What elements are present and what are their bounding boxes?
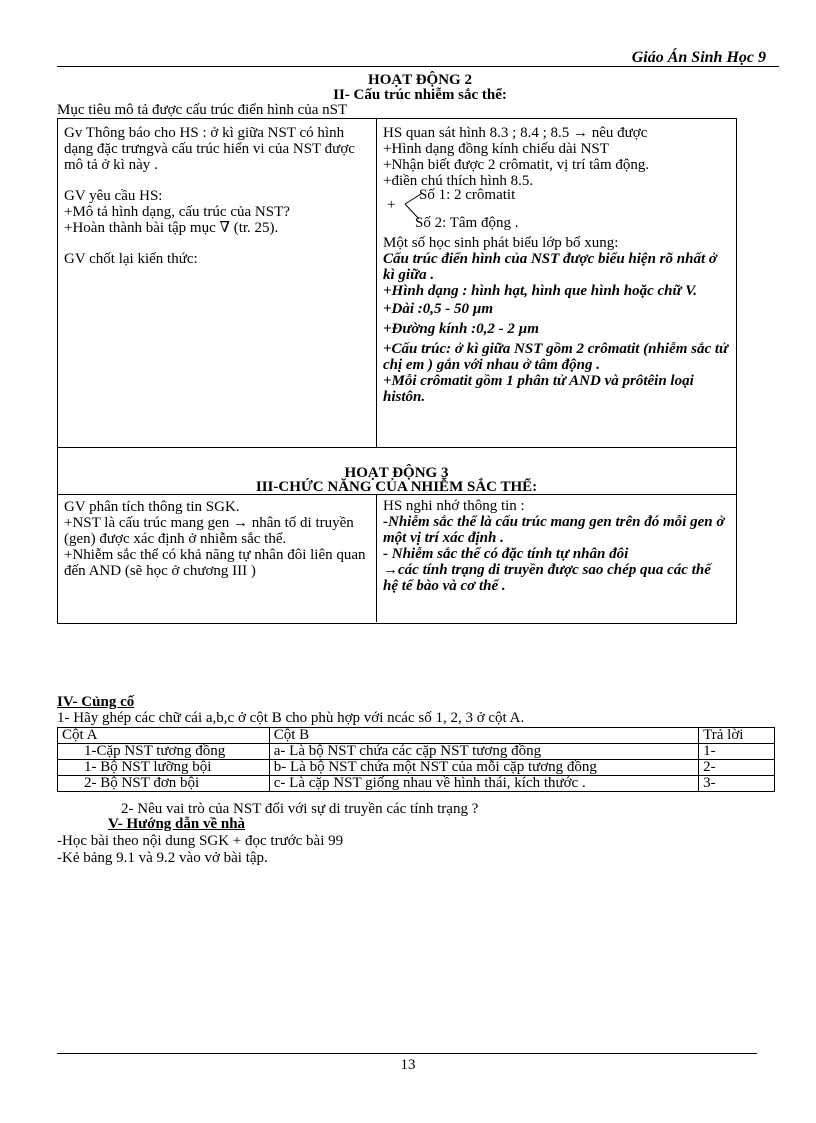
knowledge-point: +Hình dạng : hình hạt, hình que hình hoặc chữ V. <box>383 283 698 299</box>
activity2-objective: Mục tiêu mô tả được cấu trúc điển hình của nST <box>57 102 348 118</box>
table-cell: 2- Bộ NST đơn bội <box>58 776 270 792</box>
activity3-teacher-cell <box>58 499 376 579</box>
plus-sign: + <box>387 197 396 213</box>
table-cell: c- Là cặp NST giống nhau về hình thái, kích thước . <box>269 776 698 792</box>
matching-table <box>57 727 775 792</box>
section4-question-1: 1- Hãy ghép các chữ cái a,b,c ở cột B cho phù hợp với ncác số 1, 2, 3 ở cột A. <box>57 710 525 726</box>
table-cell: 1- Bộ NST lưỡng bội <box>58 760 270 776</box>
knowledge-point: +Đường kính :0,2 - 2 µm <box>383 321 539 337</box>
figure-label-2: Số 2: Tâm động . <box>415 215 519 231</box>
activity3-heading: HOẠT ĐỘNG 3 <box>344 465 449 481</box>
document-header-title: Giáo Án Sinh Học 9 <box>631 49 766 66</box>
table-header-row <box>58 728 775 744</box>
column-header: Trả lời <box>699 728 775 744</box>
table-cell: b- Là bộ NST chứa một NST của mỗi cặp tương đồng <box>269 760 698 776</box>
teacher-task-2: +Hoàn thành bài tập mục ∇ (tr. 25). <box>64 220 279 236</box>
activity2-subheading: II- Cấu trúc nhiễm sắc thể: <box>333 87 507 103</box>
student-line: +Hình dạng đồng kính chiếu dài NST <box>383 141 609 157</box>
figure-label-1: Số 1: 2 crômatit <box>419 187 516 203</box>
row-divider <box>57 447 736 448</box>
section4-question-2: 2- Nêu vai trò của NST đối với sự di truyền các tính trạng ? <box>121 801 479 817</box>
homework-line: -Kẻ bảng 9.1 và 9.2 vào vở bài tập. <box>57 850 268 866</box>
knowledge-point: +Cấu trúc: ở kì giữa NST gồm 2 crômatit (nhiễm sắc tử chị em ) gắn với nhau ở tâm động . <box>383 341 729 373</box>
knowledge-point: +Mỗi crômatit gồm 1 phân tử AND và prôtêin loại histôn. <box>383 373 694 405</box>
teacher-line: +Nhiễm sắc thể có khả năng tự nhân đôi liên quan đến AND (sẽ học ở chương III ) <box>64 547 366 579</box>
activity3-student-cell <box>377 498 735 594</box>
teacher-request-text: GV yêu cầu HS: <box>64 188 163 204</box>
table-row <box>58 744 775 760</box>
table-cell: 1-Cặp NST tương đồng <box>58 744 270 760</box>
column-header: Cột A <box>58 728 270 744</box>
homework-line: -Học bài theo nội dung SGK + đọc trước bài 99 <box>57 833 344 849</box>
table-row <box>58 760 775 776</box>
teacher-intro-text: Gv Thông báo cho HS : ở kì giữa NST có hình dạng đặc trưngvà cấu trúc hiển vi của NST được mô tả ở kì này . <box>64 125 355 173</box>
knowledge-point: -Nhiễm sắc thể là cấu trúc mang gen trên đó mỗi gen ở một vị trí xác định . <box>383 514 725 546</box>
footer-rule <box>57 1053 757 1054</box>
teacher-line: +NST là cấu trúc mang gen → nhân tố di truyền (gen) được xác định ở nhiễm sắc thể. <box>64 515 354 547</box>
knowledge-point: - Nhiễm sắc thể có đặc tính tự nhân đôi <box>383 546 629 562</box>
student-line: HS nghi nhớ thông tin : <box>383 498 525 514</box>
page-number: 13 <box>400 1057 416 1073</box>
teacher-conclusion-text: GV chốt lại kiến thức: <box>64 251 198 267</box>
section4-heading <box>57 694 134 711</box>
section4-heading-text: IV- Củng cố <box>57 694 135 710</box>
activity3-subheading: III-CHỨC NĂNG CỦA NHIỄM SẮC THỂ: <box>255 479 538 495</box>
activity2-teacher-cell <box>58 125 376 267</box>
table-cell: a- Là bộ NST chứa các cặp NST tương đồng <box>269 744 698 760</box>
answer-cell: 1- <box>699 744 775 760</box>
section5-heading-text: V- Hướng dẫn về nhà <box>108 816 246 832</box>
figure-label-block <box>383 189 729 235</box>
knowledge-point: →các tính trạng di truyền được sao chép qua các thế hệ tế bào và cơ thể . <box>383 562 711 594</box>
student-line: Một số học sinh phát biểu lớp bổ xung: <box>383 235 619 251</box>
activity2-heading: HOẠT ĐỘNG 2 <box>368 72 472 88</box>
column-header: Cột B <box>269 728 698 744</box>
answer-cell: 3- <box>699 776 775 792</box>
activity2-student-cell <box>377 125 735 405</box>
student-line: +điền chú thích hình 8.5. <box>383 173 534 189</box>
student-line: +Nhận biết được 2 crômatit, vị trí tâm động. <box>383 157 650 173</box>
teacher-task-1: +Mô tả hình dạng, cấu trúc của NST? <box>64 204 290 220</box>
student-line: HS quan sát hình 8.3 ; 8.4 ; 8.5 → nêu được <box>383 125 648 141</box>
header-rule <box>57 66 779 67</box>
table-row <box>58 776 775 792</box>
answer-cell: 2- <box>699 760 775 776</box>
knowledge-point: Cấu trúc điển hình của NST được biểu hiện rõ nhất ở kì giữa . <box>383 251 717 283</box>
teacher-line: GV phân tích thông tin SGK. <box>64 499 240 515</box>
knowledge-point: +Dài :0,5 - 50 µm <box>383 301 494 317</box>
section5-heading <box>108 816 245 833</box>
